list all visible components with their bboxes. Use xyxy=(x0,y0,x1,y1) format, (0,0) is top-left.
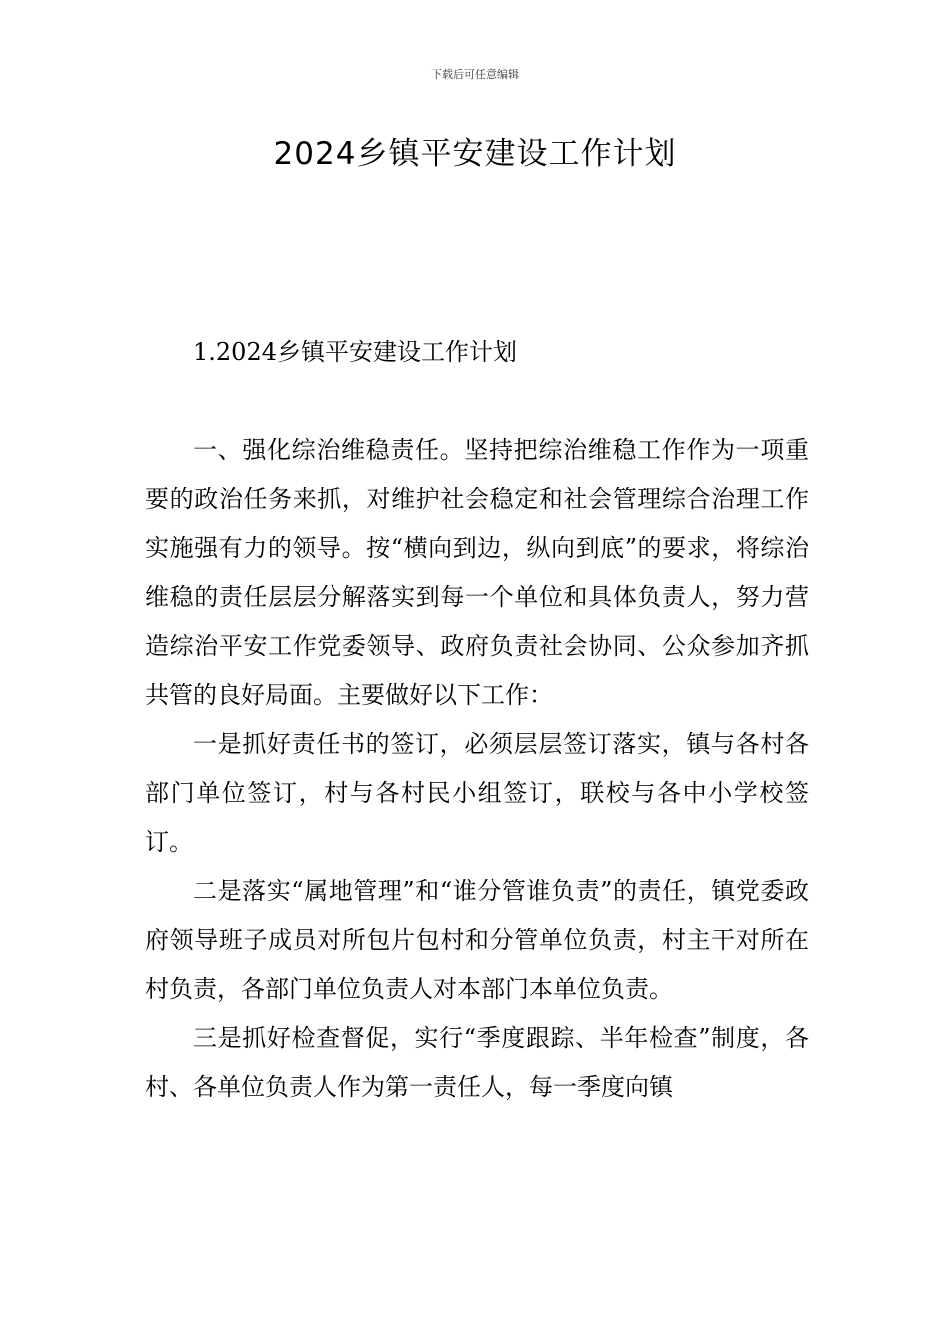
document-title: 2024乡镇平安建设工作计划 xyxy=(273,136,677,172)
section-heading: 1.2024乡镇平安建设工作计划 xyxy=(193,338,517,366)
paragraph-item-two: 二是落实“属地管理”和“谁分管谁负责”的责任，镇党委政府领导班子成员对所包片包村和分管单位负责，村主干对所在村负责，各部门单位负责人对本部门本单位负责。 xyxy=(145,877,809,1003)
paragraph-responsibility: 一、强化综治维稳责任。坚持把综治维稳工作作为一项重要的政治任务来抓，对维护社会稳定和社会管理综合治理工作实施强有力的领导。按“横向到边，纵向到底”的要求，将综治维稳的责任层层分解落实到每一个单位和具体负责人，努力营造综治平安工作党委领导、政府负责社会协同、公众参加齐抓共管的良好局面。主要做好以下工作： xyxy=(145,436,809,709)
paragraph-item-three: 三是抓好检查督促，实行“季度跟踪、半年检查”制度，各村、各单位负责人作为第一责任人，每一季度向镇 xyxy=(145,1024,809,1101)
paragraph-item-one: 一是抓好责任书的签订，必须层层签订落实，镇与各村各部门单位签订，村与各村民小组签订，联校与各中小学校签订。 xyxy=(145,730,809,856)
document-body xyxy=(145,328,809,1112)
download-note: 下载后可任意编辑 xyxy=(431,68,519,81)
